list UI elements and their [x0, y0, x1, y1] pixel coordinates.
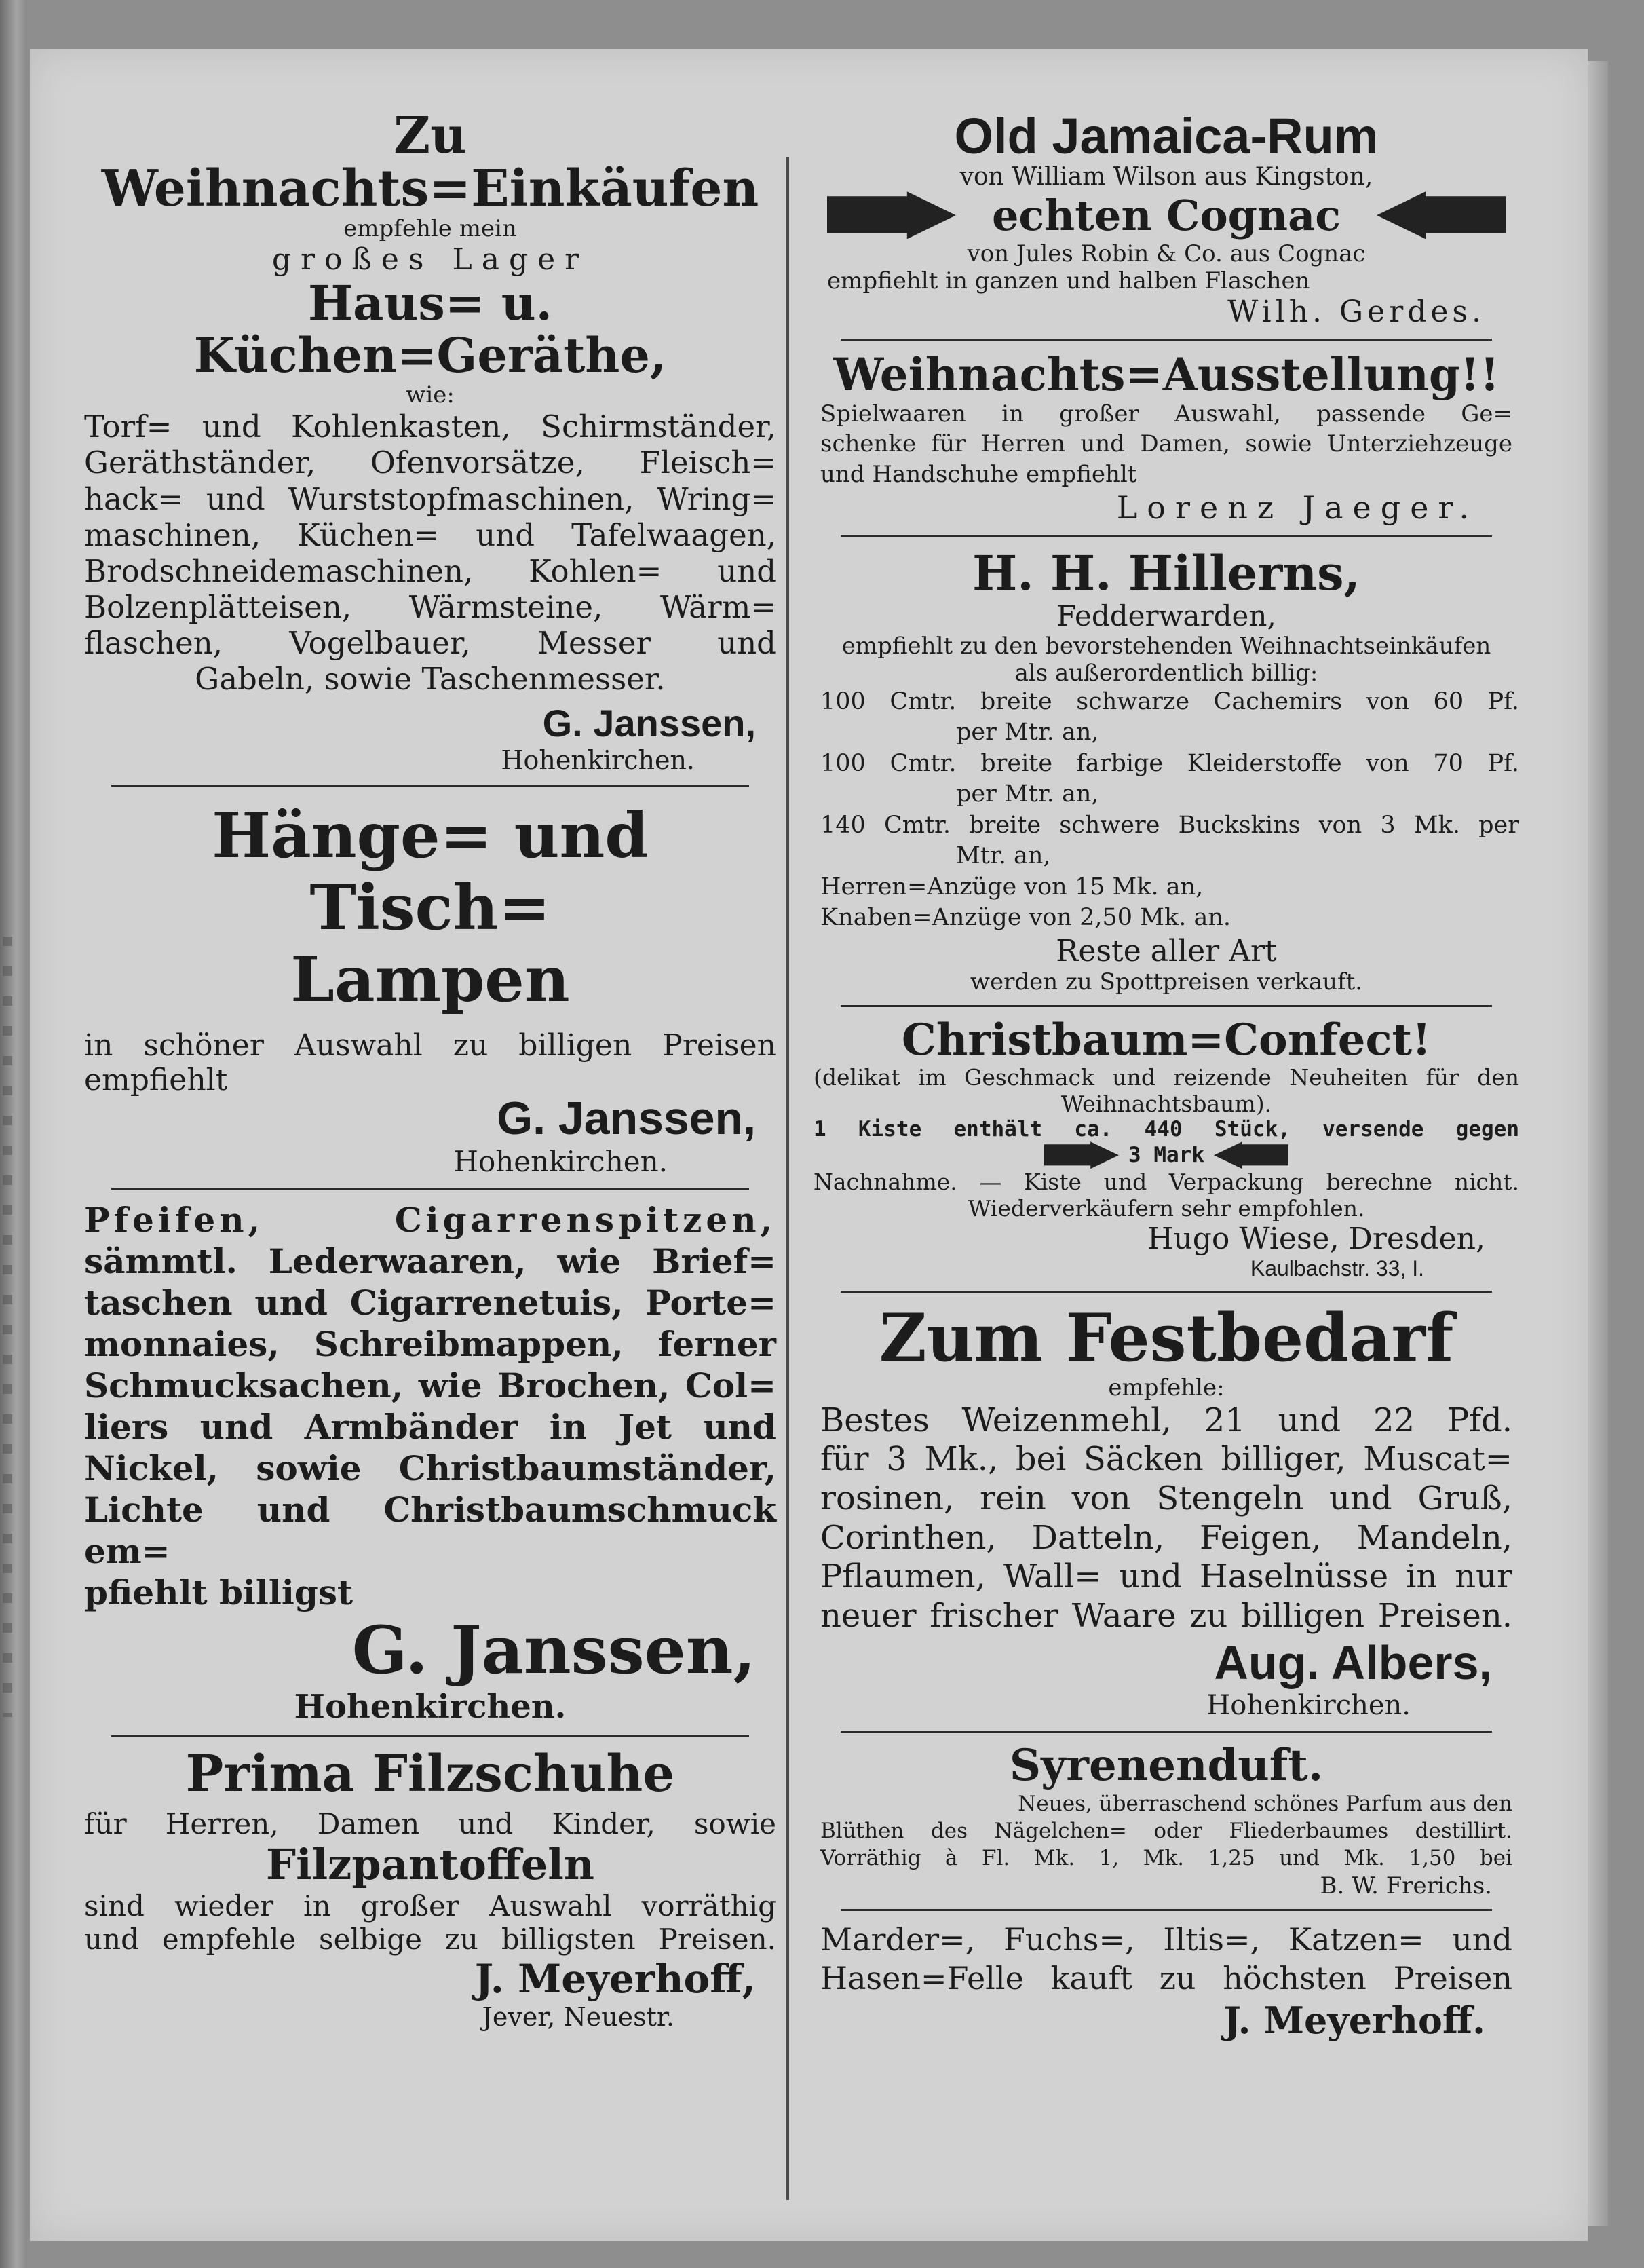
ad-title: Prima Filzschuhe — [185, 1744, 675, 1803]
ad-title: Old Jamaica-Rum — [954, 108, 1379, 164]
ad-line: empfiehlt in ganzen und halben Flaschen — [827, 267, 1310, 295]
ad-divider — [111, 785, 749, 787]
ad-line: Reste aller Art — [1056, 933, 1277, 968]
price-item: per Mtr. an, — [956, 780, 1099, 808]
ad-christmas-exhibition — [814, 347, 1519, 526]
ad-divider — [111, 1188, 749, 1190]
ad-place: Hohenkirchen. — [1206, 1690, 1411, 1722]
ad-rum-cognac — [814, 110, 1519, 329]
pointing-hand-right-icon — [827, 191, 956, 239]
price-list — [814, 687, 1519, 934]
body-line: Bolzenplätteisen, Wärmsteine, Wärm= — [84, 588, 776, 625]
price-item: Herren=Anzüge von 15 Mk. an, — [820, 873, 1204, 901]
body-line: Hasen=Felle kauft zu höchsten Preisen — [820, 1960, 1512, 1997]
ad-line: und empfehle selbige zu billigsten Preisen. — [84, 1922, 776, 1956]
ad-title: Zu Weihnachts=Einkäufen — [101, 107, 759, 218]
body-line: Lichte und Christbaumschmuck em= — [84, 1489, 776, 1571]
body-line: flaschen, Vogelbauer, Messer und — [84, 624, 776, 661]
ad-address: Kaulbachstr. 33, I. — [1250, 1256, 1424, 1281]
ad-place: Hohenkirchen. — [453, 1144, 668, 1178]
ad-heading: Haus= u. Küchen=Geräthe, — [193, 275, 667, 384]
ad-line: empfiehlt zu den bevorstehenden Weihnachtseinkäufen — [841, 632, 1491, 660]
body-line: Torf= und Kohlenkasten, Schirmständer, — [84, 409, 776, 445]
ad-title: Zum Festbedarf — [879, 1300, 1454, 1377]
column-divider — [786, 157, 789, 2200]
ad-title: H. H. Hillerns, — [972, 544, 1360, 601]
price-item: Knaben=Anzüge von 2,50 Mk. an. — [820, 904, 1231, 932]
ad-divider — [111, 1735, 749, 1737]
body-line: Nickel, sowie Christbaumständer, — [84, 1448, 776, 1488]
body-line: Spielwaaren in großer Auswahl, passende Ge= — [820, 400, 1512, 428]
body-line: Marder=, Fuchs=, Iltis=, Katzen= und — [820, 1921, 1512, 1958]
body-line: Neues, überraschend schönes Parfum aus den — [1018, 1791, 1512, 1816]
ad-lamps — [84, 800, 776, 1177]
body-line: Corinthen, Datteln, Feigen, Mandeln, — [820, 1518, 1512, 1557]
body-line: Brodschneidemaschinen, Kohlen= und — [84, 552, 776, 589]
ad-divider — [841, 339, 1492, 341]
ad-title: Christbaum=Confect! — [901, 1014, 1432, 1065]
ad-body — [84, 409, 776, 697]
ad-pelts — [814, 1921, 1519, 2042]
book-spine — [0, 0, 27, 2268]
ad-line: empfehle: — [1108, 1374, 1225, 1401]
left-column — [84, 107, 776, 2032]
body-line: neuer frischer Waare zu billigen Preisen. — [820, 1596, 1512, 1635]
body-line: taschen und Cigarrenetuis, Porte= — [84, 1282, 776, 1323]
body-line: hack= und Wurststopfmaschinen, Wring= — [84, 480, 776, 517]
ad-line: großes Lager — [271, 242, 589, 278]
body-line: liers und Armbänder in Jet und — [84, 1406, 776, 1447]
ad-signer: Wilh. Gerdes. — [1227, 294, 1485, 329]
ad-divider — [841, 1291, 1492, 1293]
ad-body — [814, 399, 1519, 489]
ad-divider — [841, 535, 1492, 537]
ad-body — [814, 1921, 1519, 1999]
ad-title: Lampen — [290, 942, 570, 1016]
body-line: Geräthständer, Ofenvorsätze, Fleisch= — [84, 445, 776, 481]
ad-line: werden zu Spottpreisen verkauft. — [970, 968, 1363, 996]
ad-line: (delikat im Geschmack und reizende Neuheiten für den — [814, 1064, 1519, 1091]
price-item: Mtr. an, — [956, 842, 1051, 870]
body-line: Schmucksachen, wie Brochen, Col= — [84, 1365, 776, 1405]
price-item: 140 Cmtr. breite schwere Buckskins von 3 Mk. per — [820, 811, 1519, 839]
body-line: pfiehlt billigst — [84, 1572, 353, 1612]
ad-line: sind wieder in großer Auswahl vorräthig — [84, 1889, 776, 1923]
ad-divider — [841, 1731, 1492, 1733]
ad-divider — [841, 1005, 1492, 1007]
ad-line: von William Wilson aus Kingston, — [959, 162, 1373, 191]
ad-signer: J. Meyerhoff, — [474, 1955, 756, 2002]
ad-festive-supplies — [814, 1302, 1519, 1721]
ad-signer: Hugo Wiese, Dresden, — [1147, 1222, 1485, 1257]
body-line: Blüthen des Nägelchen= oder Fliederbaumes destillirt. — [820, 1819, 1512, 1844]
body-line: Pfeifen, Cigarrenspitzen, — [84, 1199, 776, 1240]
body-line: Pflaumen, Wall= und Haselnüsse in nur — [820, 1557, 1512, 1596]
ad-signer: Aug. Albers, — [1214, 1636, 1492, 1690]
ad-perfume — [814, 1742, 1519, 1899]
pointing-hand-right-icon — [1044, 1141, 1119, 1169]
ad-signer: Lorenz Jaeger. — [1116, 489, 1478, 526]
ad-heading-row — [814, 191, 1519, 240]
price-label: 3 Mark — [1128, 1143, 1204, 1168]
ad-line: Wiederverkäufern sehr empfohlen. — [968, 1195, 1365, 1222]
ad-body — [814, 1401, 1519, 1636]
body-line: Vorräthig à Fl. Mk. 1, Mk. 1,25 und Mk. 1,50 bei — [820, 1846, 1512, 1871]
ad-line: wie: — [406, 381, 455, 409]
ad-place: Hohenkirchen. — [294, 1687, 567, 1726]
body-line: für 3 Mk., bei Säcken billiger, Muscat= — [820, 1440, 1512, 1479]
ad-line: in schöner Auswahl zu billigen Preisen — [84, 1027, 776, 1063]
price-item: 100 Cmtr. breite farbige Kleiderstoffe von 70 Pf. — [820, 749, 1519, 777]
ad-place: Jever, Neuestr. — [482, 2001, 674, 2032]
ad-line: für Herren, Damen und Kinder, sowie — [84, 1807, 776, 1841]
right-column — [814, 110, 1519, 2042]
price-row — [814, 1141, 1519, 1169]
body-line: Bestes Weizenmehl, 21 und 22 Pfd. — [820, 1401, 1512, 1439]
ad-title: Syrenenduft. — [1009, 1740, 1324, 1792]
ad-divider — [841, 1909, 1492, 1911]
body-line: rosinen, rein von Stengeln und Gruß, — [820, 1479, 1512, 1518]
body-line: Gabeln, sowie Taschenmesser. — [195, 661, 666, 698]
ad-leather-goods — [84, 1199, 776, 1726]
body-line: schenke für Herren und Damen, sowie Unterziehzeuge — [820, 430, 1512, 458]
ad-body — [84, 1199, 776, 1613]
page-edge — [1588, 61, 1608, 2226]
ad-line: als außerordentlich billig: — [1014, 659, 1318, 687]
ad-signer: J. Meyerhoff. — [1223, 1998, 1485, 2042]
ad-line: empfehle mein — [343, 215, 517, 243]
ad-title: Hänge= und Tisch= — [212, 799, 649, 944]
newspaper-page — [30, 49, 1588, 2241]
pointing-hand-left-icon — [1214, 1141, 1288, 1169]
ad-signer: G. Janssen, — [351, 1611, 756, 1688]
ad-line: empfiehlt — [84, 1062, 228, 1097]
pointing-hand-left-icon — [1377, 191, 1506, 239]
ad-line: von Jules Robin & Co. aus Cognac — [967, 240, 1366, 267]
ad-line: Nachnahme. — Kiste und Verpackung berechne nicht. — [814, 1169, 1519, 1196]
ad-signer: G. Janssen, — [542, 702, 756, 745]
ad-textiles — [814, 544, 1519, 996]
body-line: und Handschuhe empfiehlt — [820, 460, 1137, 488]
body-line: sämmtl. Lederwaaren, wie Brief= — [84, 1241, 776, 1281]
ad-christmas-confect — [814, 1014, 1519, 1281]
spine-texture — [3, 937, 12, 1717]
body-line: monnaies, Schreibmappen, ferner — [84, 1323, 776, 1364]
ad-housewares — [84, 107, 776, 776]
ad-signer: B. W. Frerichs. — [1320, 1872, 1492, 1900]
body-line: maschinen, Küchen= und Tafelwaagen, — [84, 516, 776, 553]
ad-signer: G. Janssen, — [497, 1092, 756, 1144]
price-item: per Mtr. an, — [956, 719, 1099, 746]
ad-body — [814, 1790, 1519, 1872]
ad-heading: echten Cognac — [991, 190, 1341, 240]
ad-place: Hohenkirchen. — [501, 745, 695, 776]
ad-title: Weihnachts=Ausstellung!! — [833, 347, 1499, 401]
ad-line: 1 Kiste enthält ca. 440 Stück, versende gegen — [814, 1117, 1519, 1142]
ad-place: Fedderwarden, — [1056, 599, 1276, 632]
ad-line: Weihnachtsbaum). — [1060, 1091, 1272, 1118]
price-item: 100 Cmtr. breite schwarze Cachemirs von 60 Pf. — [820, 687, 1519, 715]
ad-felt-shoes — [84, 1744, 776, 2032]
ad-heading: Filzpantoffeln — [266, 1840, 594, 1890]
